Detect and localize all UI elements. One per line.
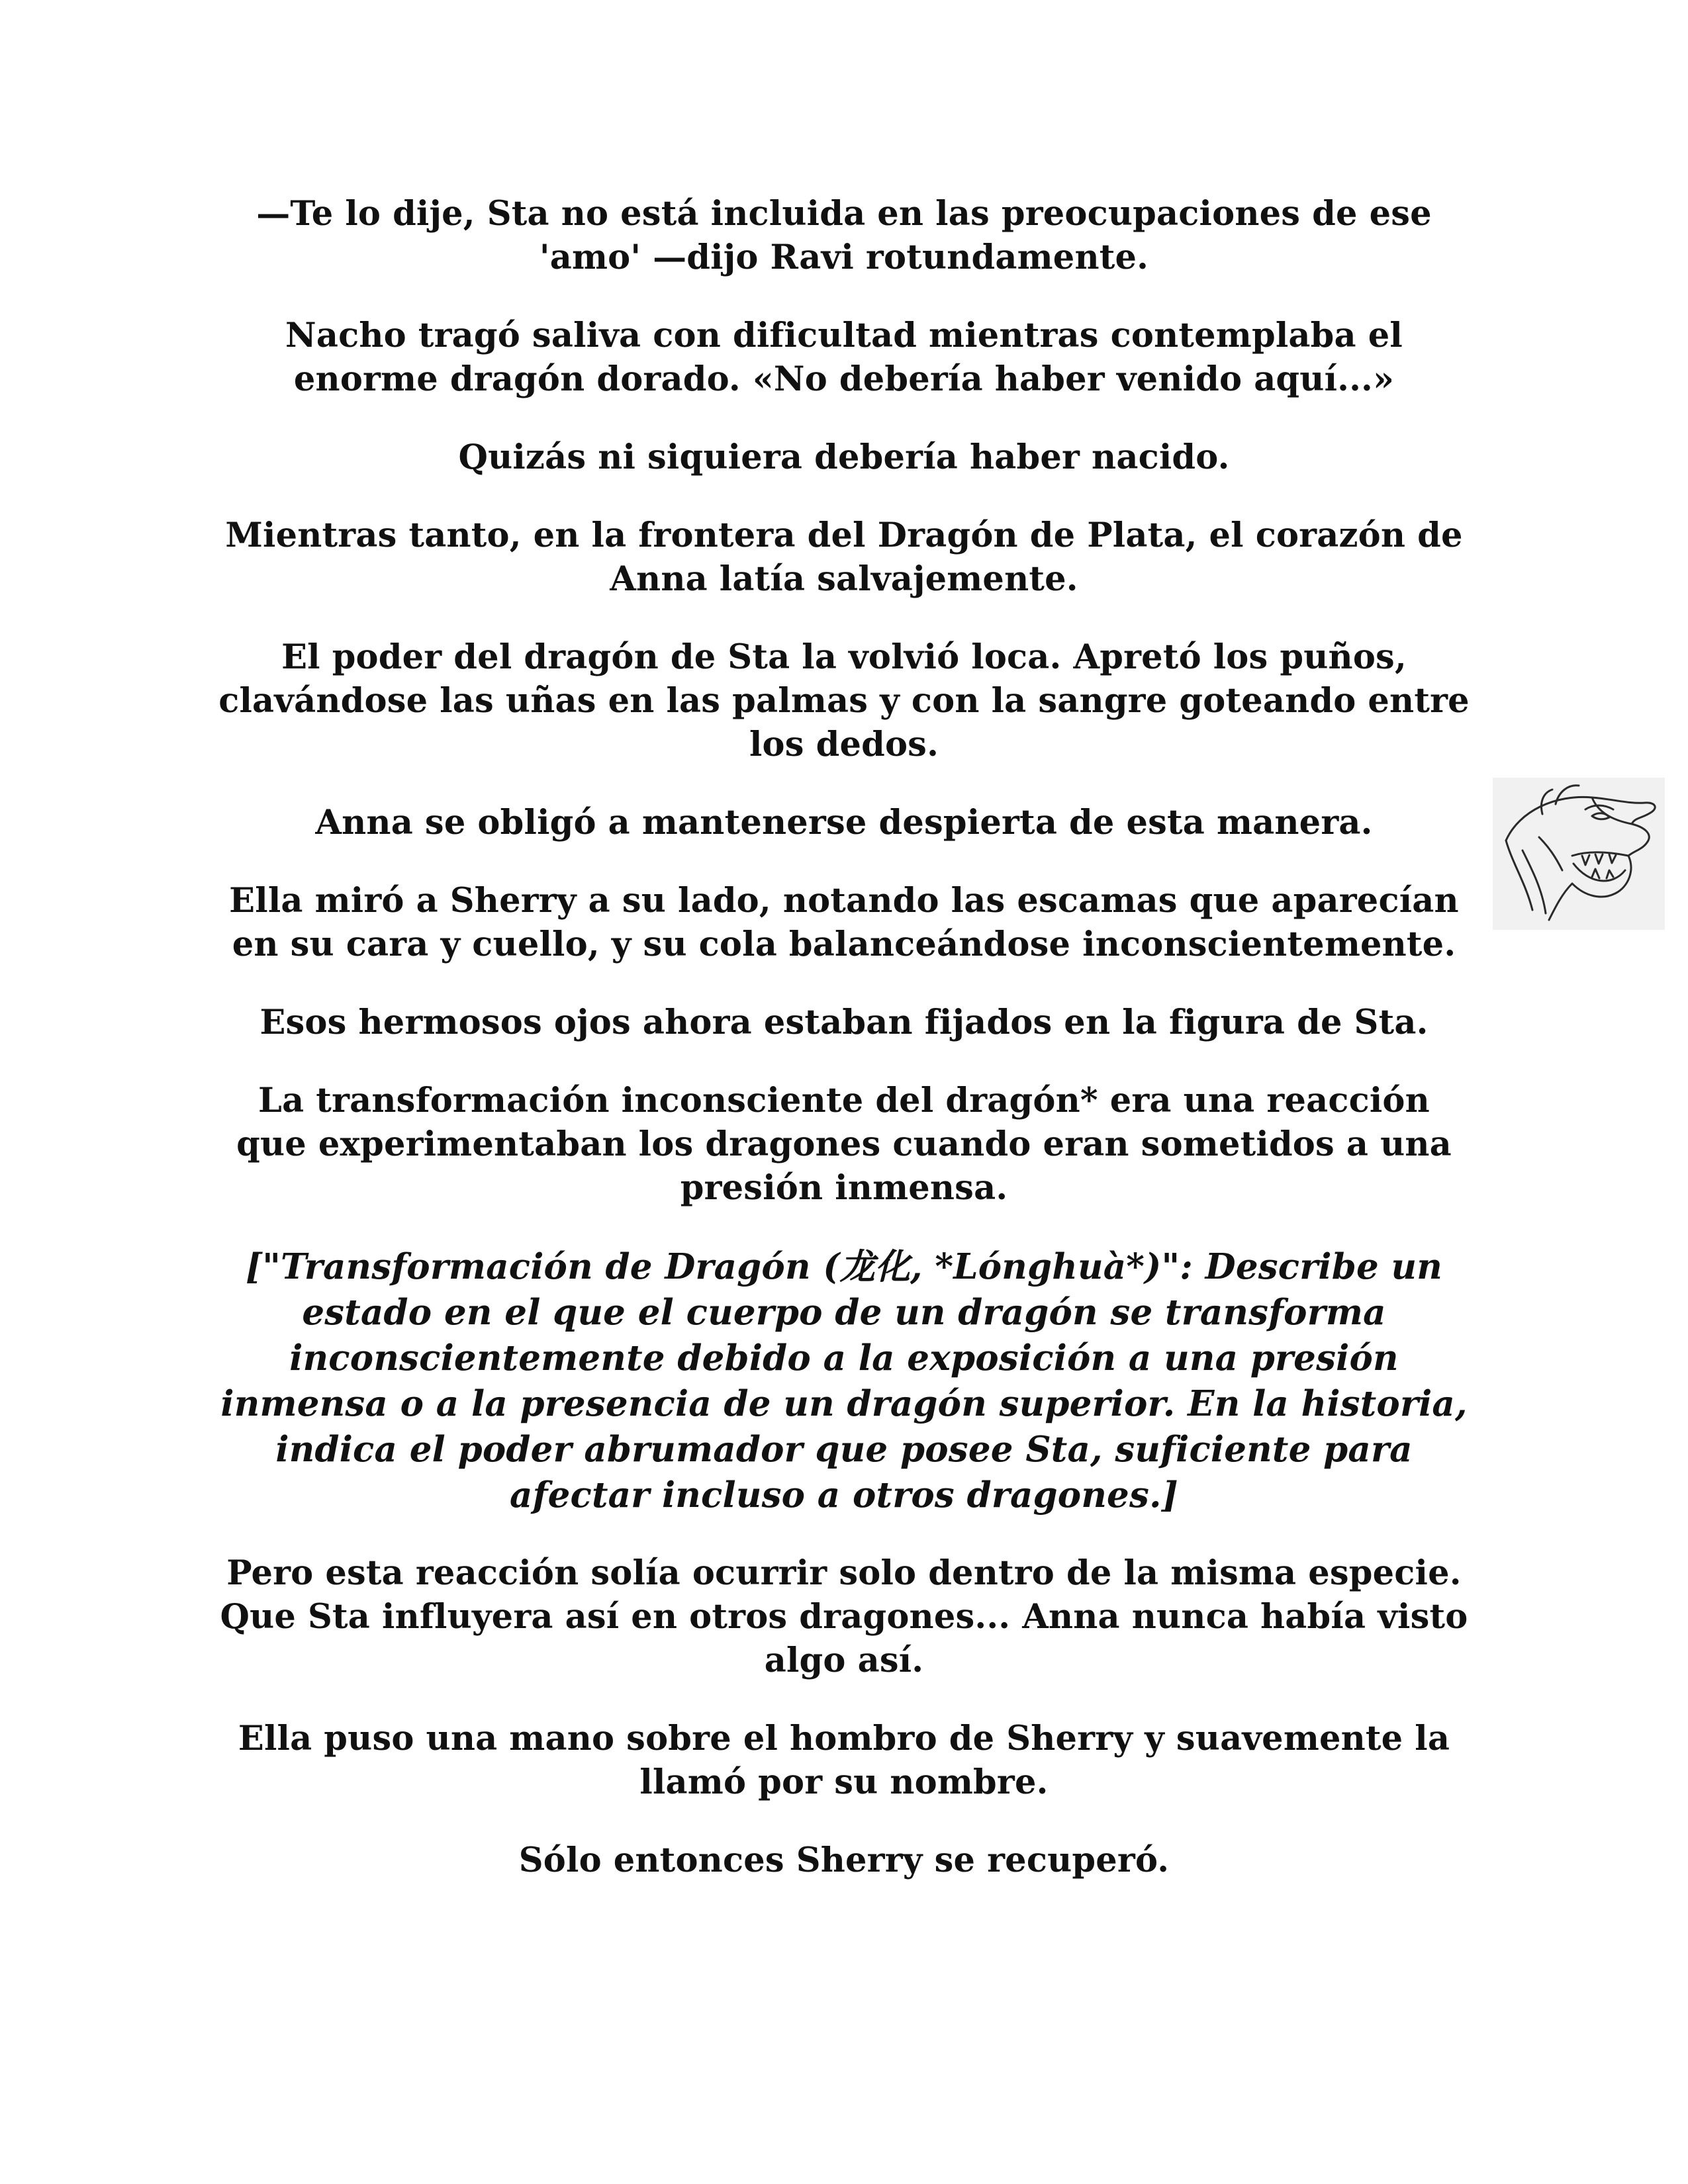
paragraph-same-species: Pero esta reacción solía ocurrir solo dentro de la misma especie. Que Sta influyera así en otros dragones... Anna nunca había visto algo así. — [220, 1553, 1468, 1680]
paragraph-hand-shoulder: Ella puso una mano sobre el hombro de Sherry y suavemente la llamó por su nombre. — [238, 1719, 1450, 1802]
paragraph-nacho: Nacho tragó saliva con dificultad mientras contemplaba el enorme dragón dorado. «No debería haber venido aquí...» — [285, 316, 1403, 399]
story-text — [218, 192, 1470, 1917]
paragraph-ravi-quote: —Te lo dije, Sta no está incluida en las preocupaciones de ese 'amo' —dijo Ravi rotundamente. — [256, 194, 1432, 277]
paragraph-beautiful-eyes: Esos hermosos ojos ahora estaban fijados en la figura de Sta. — [259, 1003, 1429, 1042]
translator-note: ["Transformación de Dragón (龙化, *Lónghuà*)": Describe un estado en el que el cuerpo de un dragón se transforma inconscientemente debido a la exposición a una presión inmensa o a la presencia de un dragón superior. En la historia, indica el poder abrumador que posee Sta, suficiente para afectar incluso a otros dragones.] — [220, 1246, 1468, 1516]
paragraph-anna-heart: Mientras tanto, en la frontera del Dragón de Plata, el corazón de Anna latía salvajemente. — [225, 516, 1463, 599]
dragon-head-icon — [1493, 778, 1665, 930]
paragraph-not-born: Quizás ni siquiera debería haber nacido. — [458, 437, 1230, 477]
paragraph-sherry-recovered: Sólo entonces Sherry se recuperó. — [518, 1841, 1170, 1880]
paragraph-sherry-scales: Ella miró a Sherry a su lado, notando las escamas que aparecían en su cara y cuello, y su cola balanceándose inconscientemente. — [229, 881, 1459, 964]
paragraph-dragon-power: El poder del dragón de Sta la volvió loca. Apretó los puños, clavándose las uñas en las palmas y con la sangre goteando entre los dedos. — [218, 637, 1470, 764]
paragraph-anna-awake: Anna se obligó a mantenerse despierta de esta manera. — [315, 803, 1373, 842]
paragraph-transformation: La transformación inconsciente del dragón* era una reacción que experimentaban los dragones cuando eran sometidos a una presión inmensa. — [236, 1081, 1452, 1208]
